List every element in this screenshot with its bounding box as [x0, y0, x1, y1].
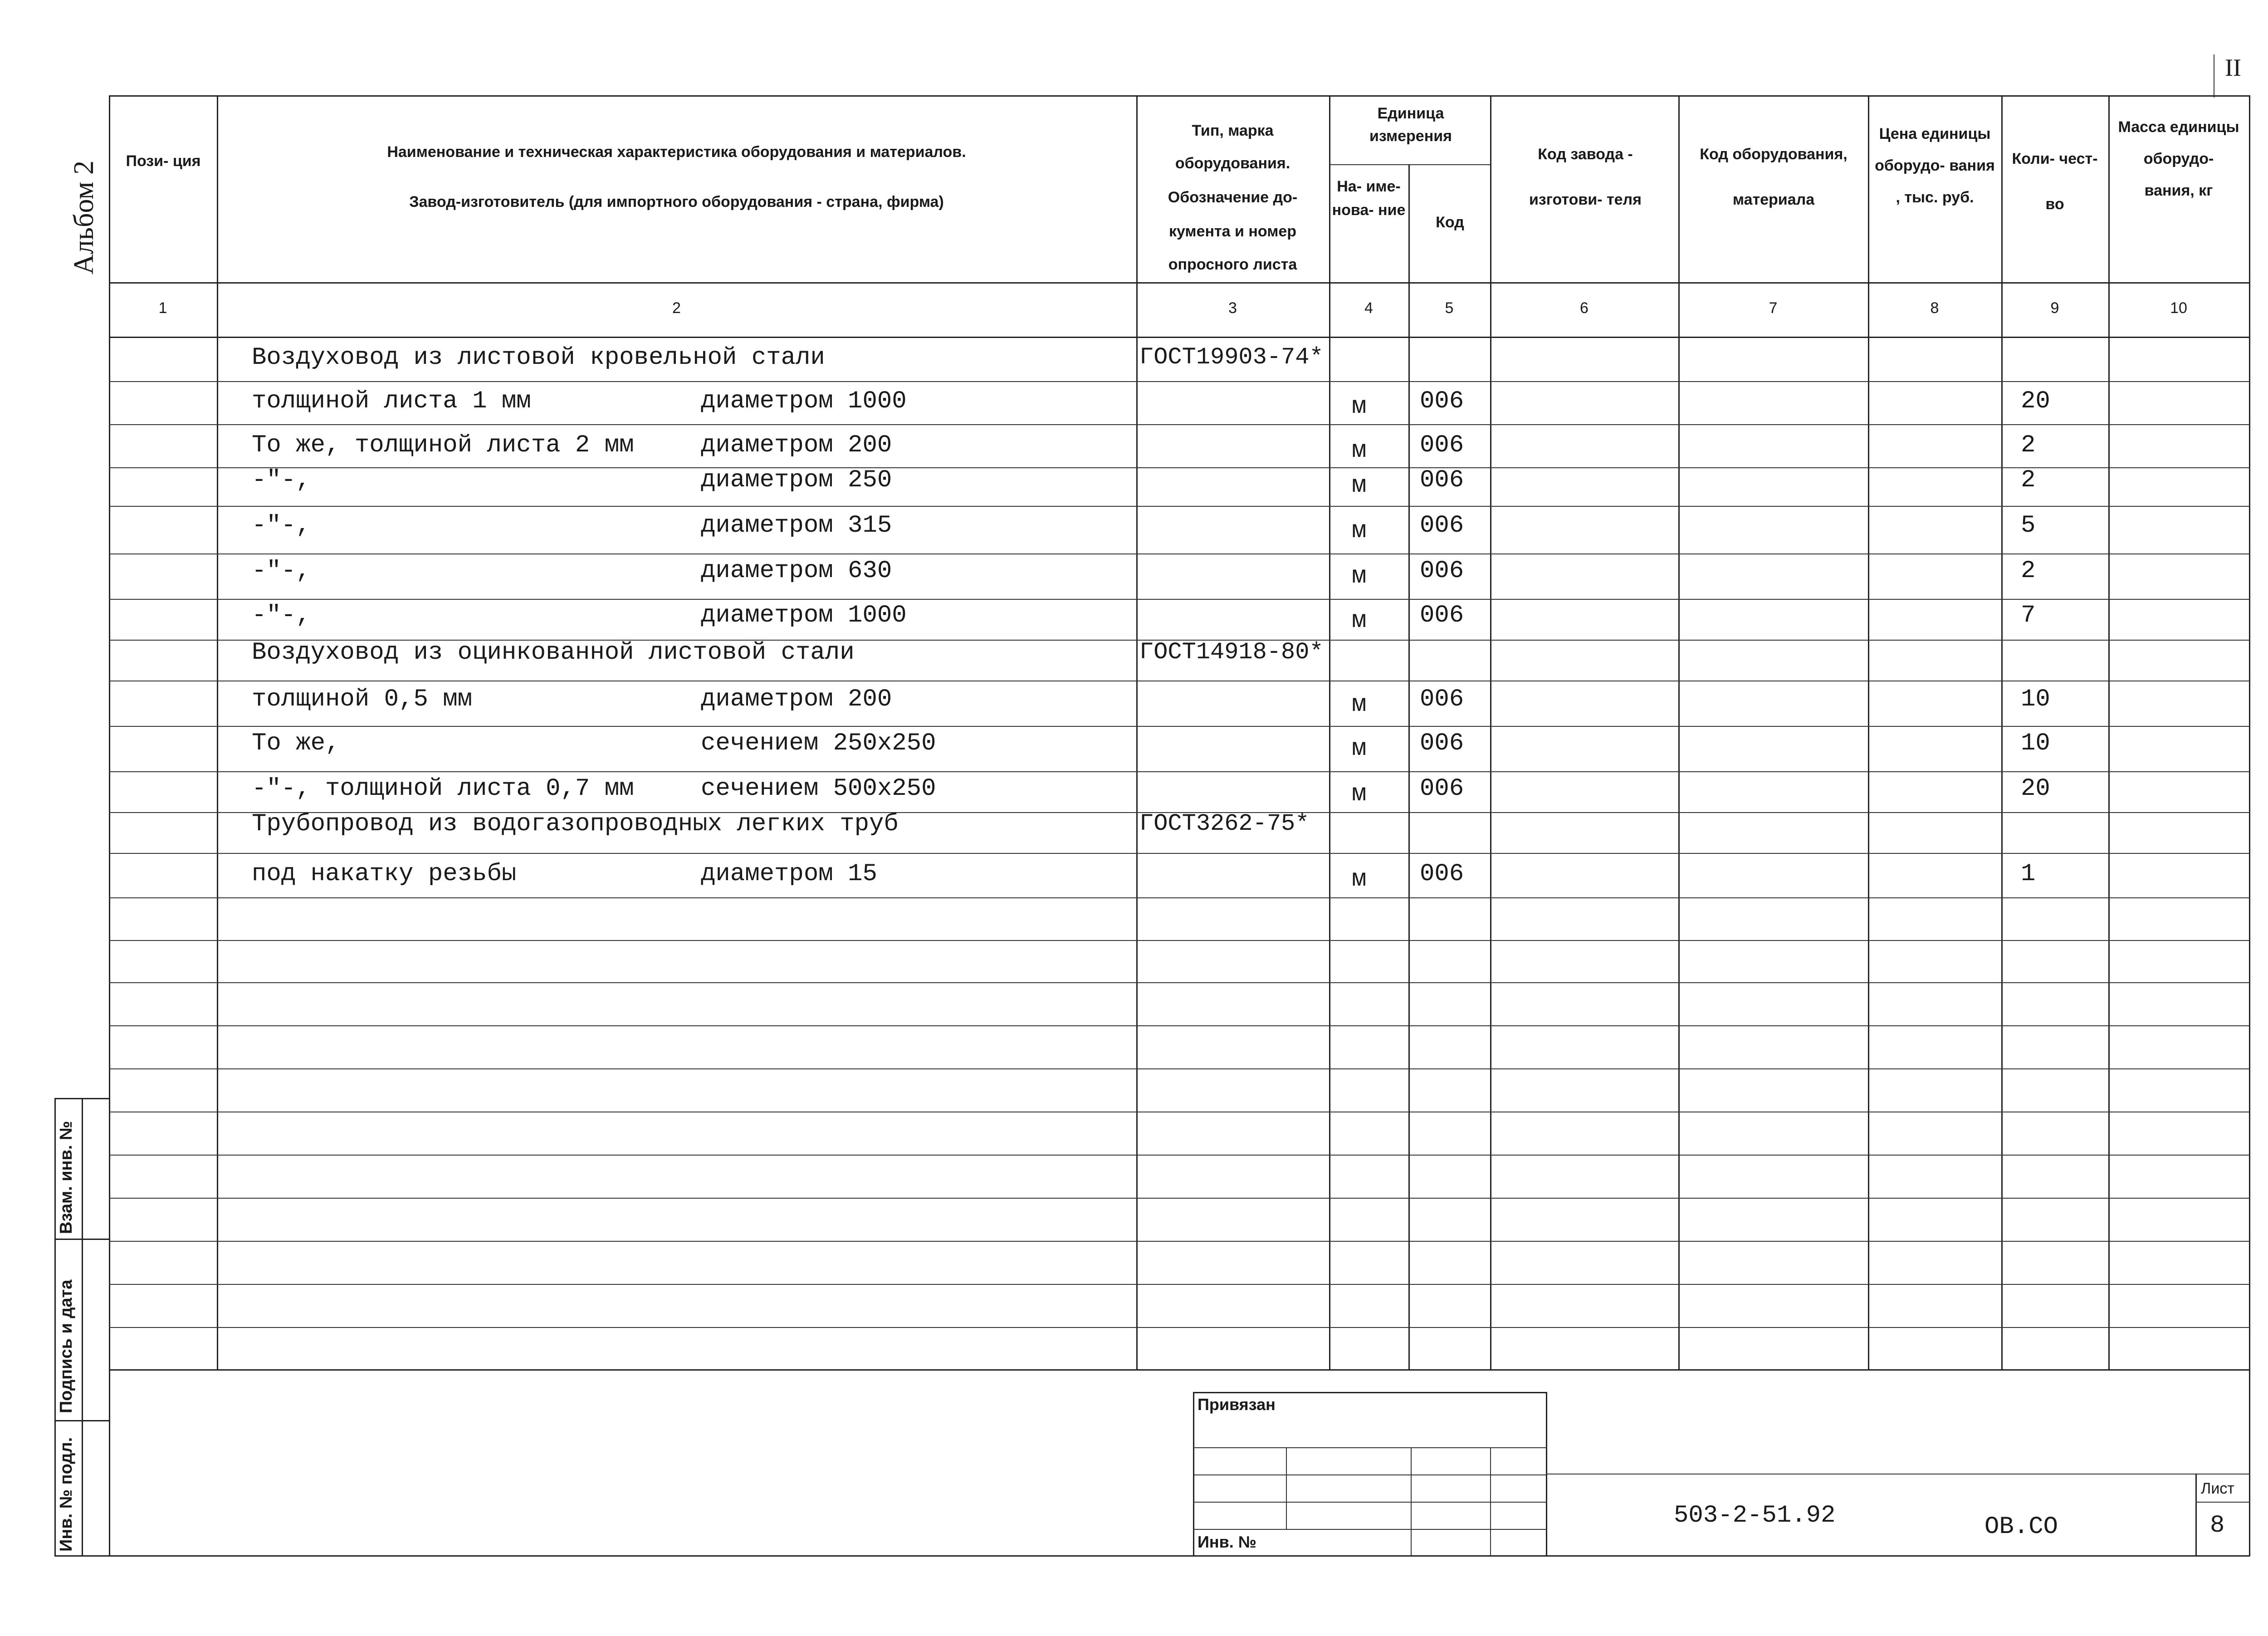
- side-stamp-mid: [82, 1098, 83, 1556]
- col-sep-5: [1490, 95, 1491, 1370]
- row-doc: ГОСТ14918-80*: [1139, 639, 1324, 666]
- side-stamp-left: [54, 1098, 56, 1556]
- row-spec: сечением 500х250: [701, 775, 936, 803]
- header-col3-line3: Обозначение до-: [1168, 189, 1298, 206]
- tb-privyazan-left: [1193, 1392, 1194, 1555]
- row-unit: м: [1352, 780, 1367, 808]
- header-col1: Пози- ция: [126, 152, 201, 170]
- row-line: [109, 1198, 2250, 1199]
- row-name: Воздуховод из листовой кровельной стали: [252, 344, 825, 372]
- row-code: 006: [1420, 602, 1464, 629]
- header-col10: Масса единицы оборудо- вания, кг: [2118, 118, 2239, 199]
- header-unit-group: Единица измерения: [1369, 105, 1452, 145]
- header-bottom-border: [109, 282, 2250, 284]
- row-spec: диаметром 315: [701, 512, 892, 539]
- row-spec: диаметром 200: [701, 686, 892, 713]
- row-qty: 1: [2021, 860, 2036, 888]
- header-col2-line2: Завод-изготовитель (для импортного оборудования - страна, фирма): [409, 193, 944, 211]
- row-spec: сечением 250х250: [701, 730, 936, 757]
- col-sep-3: [1329, 95, 1330, 1370]
- tb-section: ОВ.СО: [1984, 1513, 2058, 1541]
- row-name: -"-,: [252, 466, 311, 494]
- row-unit: м: [1352, 866, 1367, 893]
- row-doc: ГОСТ3262-75*: [1139, 810, 1310, 837]
- row-line: [109, 1241, 2250, 1242]
- tb-inv-no-label: Инв. №: [1198, 1533, 1256, 1551]
- header-col4: На- име- нова- ние: [1332, 178, 1406, 219]
- row-qty: 10: [2021, 730, 2050, 757]
- row-spec: диаметром 630: [701, 557, 892, 585]
- row-name: Трубопровод из водогазопроводных легких труб: [252, 810, 899, 838]
- row-line: [109, 771, 2250, 772]
- table-right-border: [2249, 95, 2250, 1556]
- col-sep-9: [2108, 95, 2110, 1370]
- row-unit: м: [1352, 393, 1367, 421]
- row-qty: 2: [2021, 557, 2036, 585]
- colnum-bottom-border: [109, 337, 2250, 338]
- row-unit: м: [1352, 607, 1367, 635]
- colnum-6: 6: [1580, 299, 1589, 317]
- row-code: 006: [1420, 730, 1464, 757]
- row-code: 006: [1420, 512, 1464, 539]
- tb-grid-v1: [1286, 1447, 1287, 1529]
- colnum-5: 5: [1445, 299, 1454, 317]
- side-stamp-vzam-inv: Взам. инв. №: [57, 1121, 76, 1234]
- row-line: [109, 424, 2250, 425]
- row-spec: диаметром 1000: [701, 602, 907, 629]
- row-name: -"-, толщиной листа 0,7 мм: [252, 775, 634, 803]
- row-line: [109, 1155, 2250, 1156]
- row-qty: 2: [2021, 431, 2036, 459]
- col-sep-8: [2001, 95, 2003, 1370]
- colnum-1: 1: [158, 299, 167, 317]
- row-spec: диаметром 200: [701, 431, 892, 459]
- row-doc: ГОСТ19903-74*: [1139, 344, 1324, 371]
- col-sep-2: [1136, 95, 1138, 1370]
- header-col7: Код оборудования, материала: [1700, 146, 1848, 208]
- table-top-border: [109, 95, 2250, 97]
- row-line: [109, 726, 2250, 727]
- row-line: [109, 599, 2250, 600]
- colnum-2: 2: [672, 299, 681, 317]
- row-code: 006: [1420, 686, 1464, 713]
- colnum-8: 8: [1930, 299, 1939, 317]
- colnum-9: 9: [2050, 299, 2059, 317]
- tb-sheet-label: Лист: [2201, 1480, 2234, 1497]
- corner-page-number: II: [2225, 54, 2241, 81]
- tb-grid-v2: [1411, 1447, 1412, 1555]
- tb-grid-h2: [1193, 1474, 1547, 1475]
- header-col3-line4: кумента и номер: [1168, 223, 1297, 240]
- row-line: [109, 1025, 2250, 1026]
- tb-grid-v3: [1490, 1447, 1491, 1555]
- header-col2-line1: Наименование и техническая характеристика оборудования и материалов.: [387, 143, 966, 161]
- row-line: [109, 1327, 2250, 1328]
- side-stamp-sep2: [54, 1420, 109, 1421]
- row-name: -"-,: [252, 512, 311, 539]
- album-label: Альбом 2: [68, 160, 99, 274]
- header-col9: Коли- чест- во: [2012, 150, 2098, 213]
- row-name: -"-,: [252, 557, 311, 585]
- row-unit: м: [1352, 437, 1367, 465]
- tb-doc-code: 503-2-51.92: [1674, 1502, 1836, 1529]
- row-code: 006: [1420, 466, 1464, 494]
- row-spec: диаметром 15: [701, 860, 877, 888]
- header-col6: Код завода - изготови- теля: [1529, 146, 1642, 208]
- col-sep-6: [1678, 95, 1680, 1370]
- row-line: [109, 1068, 2250, 1069]
- side-stamp-signature-date: Подпись и дата: [57, 1279, 76, 1413]
- row-qty: 5: [2021, 512, 2036, 539]
- row-line: [109, 506, 2250, 507]
- row-unit: м: [1352, 472, 1367, 500]
- header-col8: Цена единицы оборудо- вания , тыс. руб.: [1875, 125, 1995, 206]
- row-qty: 20: [2021, 387, 2050, 415]
- row-code: 006: [1420, 431, 1464, 459]
- row-qty: 20: [2021, 775, 2050, 803]
- header-col5: Код: [1436, 214, 1464, 231]
- side-stamp-inv-podl: Инв. № подл.: [57, 1437, 76, 1552]
- colnum-10: 10: [2170, 299, 2187, 317]
- tb-privyazan-label: Привязан: [1198, 1395, 1276, 1414]
- header-col3-line1: Тип, марка: [1192, 122, 1274, 139]
- row-name: Воздуховод из оцинкованной листовой стали: [252, 639, 855, 666]
- col-sep-7: [1868, 95, 1869, 1370]
- side-stamp-sep1: [54, 1239, 109, 1240]
- tb-sheet-left: [2195, 1474, 2197, 1555]
- row-unit: м: [1352, 735, 1367, 763]
- row-line: [109, 982, 2250, 983]
- side-stamp-top: [54, 1098, 109, 1099]
- row-name: под накатку резьбы: [252, 860, 517, 888]
- tb-grid-h4: [1193, 1529, 1547, 1530]
- row-code: 006: [1420, 557, 1464, 585]
- row-name: -"-,: [252, 602, 311, 629]
- col-sep-1: [217, 95, 218, 1370]
- header-col3-line5: опросного листа: [1168, 256, 1297, 273]
- row-name: толщиной 0,5 мм: [252, 686, 473, 713]
- row-spec: диаметром 250: [701, 466, 892, 494]
- row-line: [109, 553, 2250, 554]
- tb-grid-h3: [1193, 1502, 1547, 1503]
- tb-sheet-number: 8: [2210, 1512, 2225, 1539]
- col-sep-4: [1408, 164, 1410, 1370]
- row-spec: диаметром 1000: [701, 387, 907, 415]
- colnum-4: 4: [1364, 299, 1373, 317]
- header-col3-line2: оборудования.: [1175, 155, 1290, 172]
- row-name: толщиной листа 1 мм: [252, 387, 531, 415]
- row-unit: м: [1352, 517, 1367, 545]
- row-qty: 10: [2021, 686, 2050, 713]
- colnum-7: 7: [1769, 299, 1778, 317]
- row-qty: 7: [2021, 602, 2036, 629]
- row-name: То же,: [252, 730, 340, 757]
- row-qty: 2: [2021, 466, 2036, 494]
- row-name: То же, толщиной листа 2 мм: [252, 431, 634, 459]
- colnum-3: 3: [1228, 299, 1237, 317]
- frame-bottom: [54, 1555, 2250, 1557]
- tb-grid-h1: [1193, 1447, 1547, 1448]
- row-line: [109, 897, 2250, 898]
- row-line: [109, 381, 2250, 382]
- row-line: [109, 467, 2250, 468]
- tb-privyazan-top: [1193, 1392, 1547, 1393]
- row-line: [109, 853, 2250, 854]
- row-line: [109, 1284, 2250, 1285]
- row-line: [109, 940, 2250, 941]
- row-code: 006: [1420, 860, 1464, 888]
- row-unit: м: [1352, 691, 1367, 719]
- row-unit: м: [1352, 563, 1367, 590]
- table-body-bottom: [109, 1369, 2250, 1371]
- tb-sheet-sep: [2195, 1502, 2250, 1503]
- row-code: 006: [1420, 387, 1464, 415]
- row-code: 006: [1420, 775, 1464, 803]
